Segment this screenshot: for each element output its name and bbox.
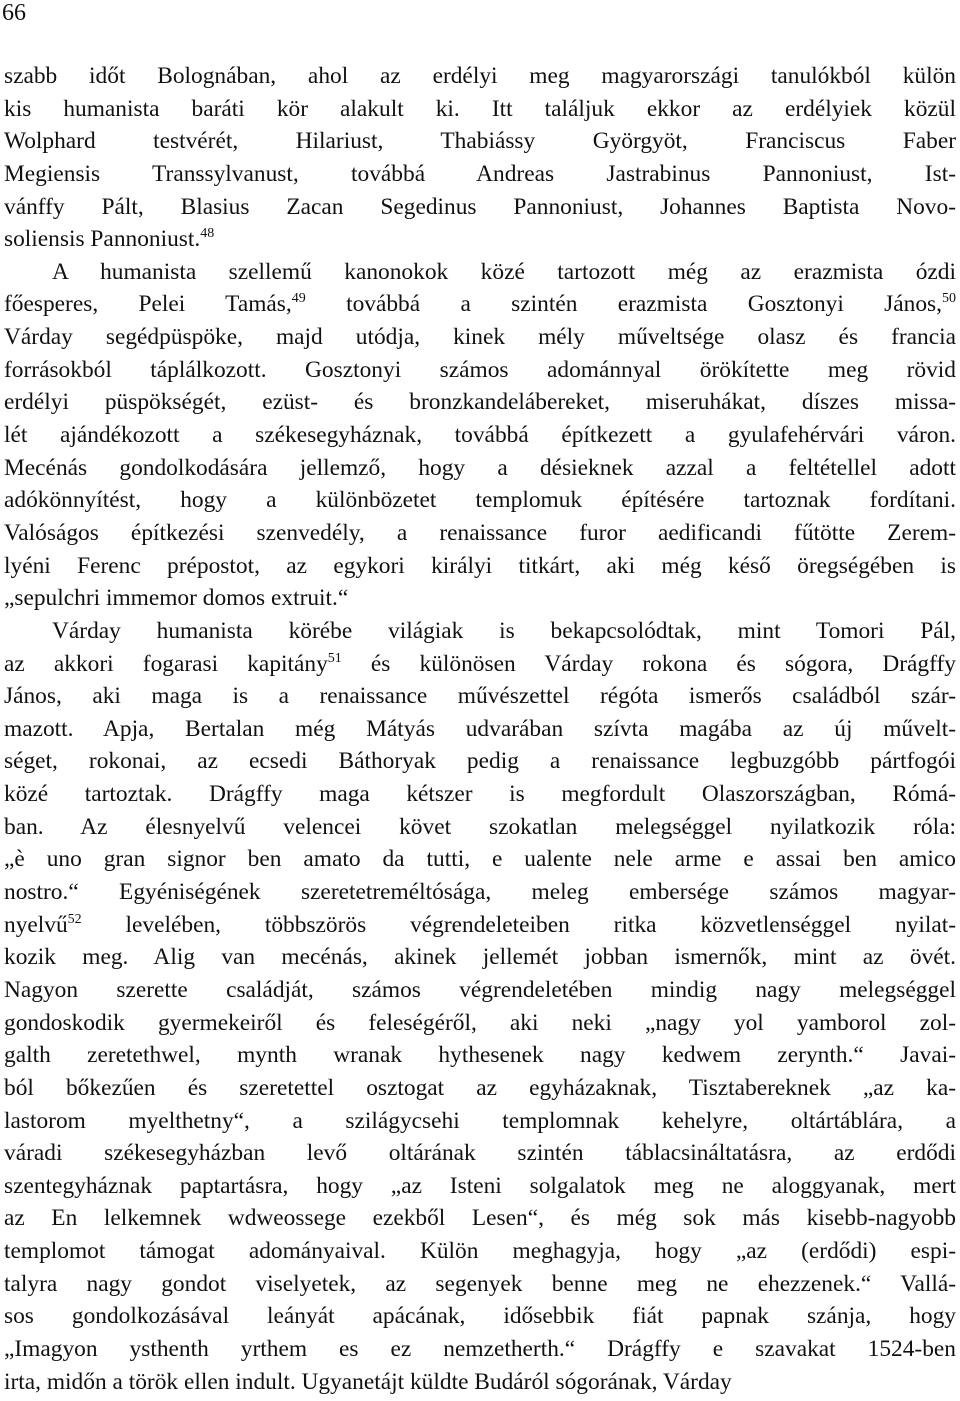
line-text: templomot támogat adományaival. Külön meghagyja, hogy „az (erdődi) espi-	[4, 1238, 956, 1265]
line-text: Nagyon szerette családját, számos végrendeletében mindig nagy melegséggel	[4, 976, 956, 1003]
text-line	[4, 386, 956, 419]
line-text: Várday segédpüspöke, majd utódja, kinek mély műveltsége olasz és francia	[4, 324, 956, 351]
text-line	[4, 321, 956, 354]
line-text: vánffy Pált, Blasius Zacan Segedinus Pannoniust, Johannes Baptista Novo-	[4, 193, 956, 220]
text-line	[4, 1235, 956, 1268]
line-text: főesperes, Pelei Tamás,	[4, 291, 292, 318]
text-line	[4, 811, 956, 844]
line-text-continued: levelében, többszörös végrendeleteiben ritka közvetlenséggel nyilat-	[81, 911, 956, 938]
line-text: kozik meg. Alig van mecénás, akinek jellemét jobban ismernők, mint az övét.	[4, 944, 956, 971]
text-line	[4, 484, 956, 517]
line-text: „sepulchri immemor domos extruit.“	[4, 585, 349, 612]
line-text: lyéni Ferenc prépostot, az egykori királyi titkárt, aki még késő öregségében is	[4, 552, 956, 579]
text-line	[4, 517, 956, 550]
line-text: A humanista szellemű kanonokok közé tartozott még az erazmista ózdi	[52, 258, 956, 285]
line-text: „Imagyon ysthenth yrthem es ez nemzetherth.“ Drágffy e szavakat 1524-ben	[4, 1335, 956, 1362]
line-text: nostro.“ Egyéniségének szeretetreméltósága, meleg embersége számos magyar-	[4, 879, 956, 906]
line-text: erdélyi püspökségét, ezüst- és bronzkandelábereket, miseruhákat, díszes missa-	[4, 389, 956, 416]
text-line	[4, 191, 956, 224]
line-text-continued: és különösen Várday rokona és sógora, Drágffy	[341, 650, 956, 677]
text-line	[4, 680, 956, 713]
line-text: szentegyháznak paptartásra, hogy „az Isteni solgalatok meg ne aloggyanak, mert	[4, 1172, 956, 1199]
line-text-continued: továbbá a szintén erazmista Gosztonyi János,	[305, 291, 943, 318]
line-text: ból bőkezűen és szeretettel osztogat az egyházaknak, Tisztabereknek „az ka-	[4, 1074, 956, 1101]
line-text: az En lelkemnek wdweossege ezekből Lesen“, és még sok más kisebb-nagyobb	[4, 1205, 956, 1232]
text-line	[4, 354, 956, 387]
footnote-marker[interactable]: 52	[67, 911, 82, 927]
text-line	[4, 843, 956, 876]
text-line	[4, 1007, 956, 1040]
text-line	[4, 158, 956, 191]
text-line	[4, 1202, 956, 1235]
text-line	[4, 974, 956, 1007]
footnote-marker[interactable]: 50	[942, 291, 957, 307]
text-line	[4, 256, 956, 289]
text-line	[4, 1268, 956, 1301]
text-line	[4, 778, 956, 811]
text-line	[4, 1105, 956, 1138]
text-line	[4, 876, 956, 909]
line-text: ban. Az élesnyelvű velencei követ szokatlan melegséggel nyilatkozik róla:	[4, 813, 956, 840]
line-text: talyra nagy gondot viselyetek, az segenyek benne meg ne ehezzenek.“ Vallá-	[4, 1270, 956, 1297]
text-line	[4, 582, 956, 615]
text-line	[4, 288, 956, 321]
footnote-marker[interactable]: 48	[200, 226, 215, 242]
text-line	[4, 1170, 956, 1203]
footnote-marker[interactable]: 49	[291, 291, 306, 307]
text-line	[4, 1039, 956, 1072]
line-text: lastorom myelthetny“, a szilágycsehi templomnak kehelyre, oltártáblára, a	[4, 1107, 956, 1134]
page-number: 66	[2, 0, 26, 26]
line-text: szabb időt Bolognában, ahol az erdélyi meg magyarországi tanulókból külön	[4, 63, 956, 89]
text-line	[4, 615, 956, 648]
line-text: sos gondolkozásával leányát apácának, idősebbik fiát papnak szánja, hogy	[4, 1303, 956, 1330]
line-text: Megiensis Transsylvanust, továbbá Andreas Jastrabinus Pannoniust, Ist-	[4, 160, 956, 187]
text-line	[4, 1366, 956, 1399]
text-line	[4, 125, 956, 158]
line-text: séget, rokonai, az ecsedi Báthoryak pedig a renaissance legbuzgóbb pártfogói	[4, 748, 956, 775]
line-text: „è uno gran signor ben amato da tutti, e ualente nele arme e assai ben amico	[4, 846, 956, 873]
text-line	[4, 1072, 956, 1105]
line-text: kis humanista baráti kör alakult ki. Itt találjuk ekkor az erdélyiek közül	[4, 95, 956, 122]
text-line	[4, 713, 956, 746]
text-line	[4, 1300, 956, 1333]
text-line	[4, 909, 956, 942]
text-line	[4, 1333, 956, 1366]
text-line	[4, 550, 956, 583]
text-line	[4, 745, 956, 778]
line-text: az akkori fogarasi kapitány	[4, 650, 328, 677]
line-text: mazott. Apja, Bertalan még Mátyás udvarában szívta magába az új művelt-	[4, 715, 956, 742]
line-text: forrásokból táplálkozott. Gosztonyi számos adománnyal örökítette meg rövid	[4, 356, 956, 383]
text-line	[4, 223, 956, 256]
line-text: váradi székesegyházban levő oltárának szintén táblacsináltatásra, az erdődi	[4, 1140, 956, 1167]
line-text: irta, midőn a török ellen indult. Ugyanetájt küldte Budáról sógorának, Várday	[4, 1368, 732, 1395]
text-line	[4, 93, 956, 126]
line-text: Valóságos építkezési szenvedély, a renaissance furor aedificandi fűtötte Zerem-	[4, 519, 956, 546]
line-text: Wolphard testvérét, Hilariust, Thabiássy Györgyöt, Franciscus Faber	[4, 128, 956, 155]
line-text: közé tartoztak. Drágffy maga kétszer is megfordult Olaszországban, Rómá-	[4, 781, 956, 808]
footnote-marker[interactable]: 51	[327, 650, 342, 666]
line-text: galth zeretethwel, mynth wranak hythesenek nagy kedwem zerynth.“ Javai-	[4, 1042, 956, 1069]
line-text: Mecénás gondolkodására jellemző, hogy a désieknek azzal a feltétellel adott	[4, 454, 956, 481]
text-line	[4, 452, 956, 485]
text-line	[4, 60, 956, 93]
line-text: gondoskodik gyermekeiről és feleségéről, aki neki „nagy yol yamborol zol-	[4, 1009, 956, 1036]
body-text	[4, 60, 956, 1398]
line-text: lét ajándékozott a székesegyháznak, továbbá építkezett a gyulafehérvári váron.	[4, 422, 956, 449]
text-line	[4, 941, 956, 974]
text-line	[4, 648, 956, 681]
text-line	[4, 419, 956, 452]
line-text: Várday humanista körébe világiak is bekapcsolódtak, mint Tomori Pál,	[52, 617, 956, 644]
text-line	[4, 1137, 956, 1170]
line-text: János, aki maga is a renaissance művészettel régóta ismerős családból szár-	[4, 683, 956, 710]
line-text: adókönnyítést, hogy a különbözetet templomuk építésére tartoznak fordítani.	[4, 487, 956, 514]
line-text: nyelvű	[4, 911, 68, 938]
line-text: soliensis Pannoniust.	[4, 226, 201, 253]
